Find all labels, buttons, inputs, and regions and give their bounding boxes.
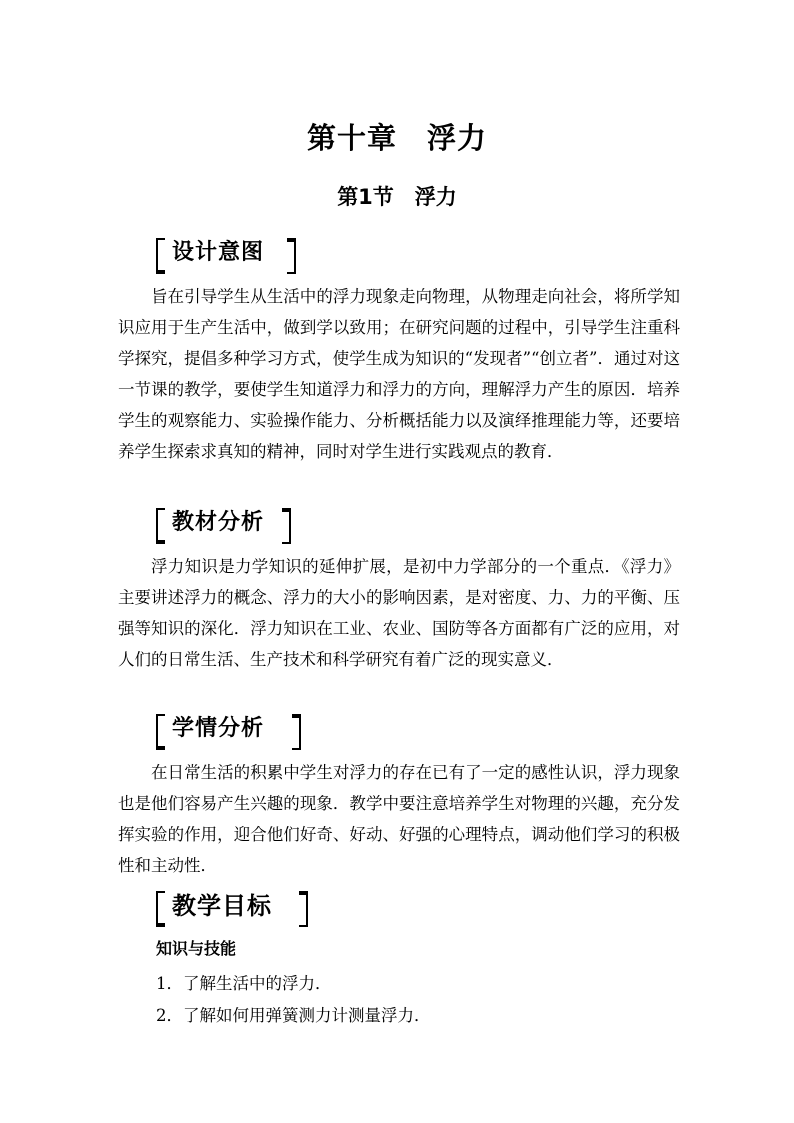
chapter-title: 第十章 浮力 (306, 121, 487, 155)
textbook-analysis-paragraph: 浮力知识是力学知识的延伸扩展，是初中力学部分的一个重点．《浮力》主要讲述浮力的概念、浮力的大小的影响因素，是对密度、力、力的平衡、压强等知识的深化．浮力知识在工业、农业、国防等各方面都有广泛的应用，对人们的日常生活、生产技术和科学研究有着广泛的现实意义． (118, 557, 680, 669)
student-analysis-paragraph: 在日常生活的积累中学生对浮力的存在已有了一定的感性认识，浮力现象也是他们容易产生兴趣的现象．教学中要注意培养学生对物理的兴趣，充分发挥实验的作用，迎合他们好奇、好动、好强的心理特点，调动他们学习的积极性和主动性． (118, 763, 680, 875)
student-analysis-heading (156, 712, 301, 752)
heading-label: 教材分析 (172, 510, 265, 535)
heading-label: 教学目标 (172, 892, 272, 920)
bracket-right (282, 508, 291, 544)
bracket-left (156, 891, 165, 927)
bracket-right (287, 238, 296, 274)
teaching-goals-heading (156, 889, 311, 929)
knowledge-skills-subheading: 知识与技能 (156, 939, 237, 958)
bracket-left (156, 238, 165, 274)
section-title: 第1节 浮力 (337, 185, 457, 209)
heading-label: 设计意图 (172, 240, 265, 265)
objective-item: 1．了解生活中的浮力． (156, 974, 332, 993)
objective-item: 2．了解如何用弹簧测力计测量浮力． (156, 1006, 431, 1025)
bracket-right (292, 714, 301, 750)
bracket-right (299, 891, 308, 927)
textbook-analysis-heading (156, 506, 296, 546)
design-intent-paragraph: 旨在引导学生从生活中的浮力现象走向物理，从物理走向社会，将所学知识应用于生产生活中，做到学以致用；在研究问题的过程中，引导学生注重科学探究，提倡多种学习方式，使学生成为知识的“发现者”“创立者”．通过对这一节课的教学，要使学生知道浮力和浮力的方向，理解浮力产生的原因．培养学生的观察能力、实验操作能力、分析概括能力以及演绎推理能力等，还要培养学生探索求真知的精神，同时对学生进行实践观点的教育． (118, 287, 680, 461)
bracket-left (156, 508, 165, 544)
bracket-left (156, 714, 165, 750)
design-intent-heading (156, 236, 296, 276)
heading-label: 学情分析 (172, 716, 265, 741)
